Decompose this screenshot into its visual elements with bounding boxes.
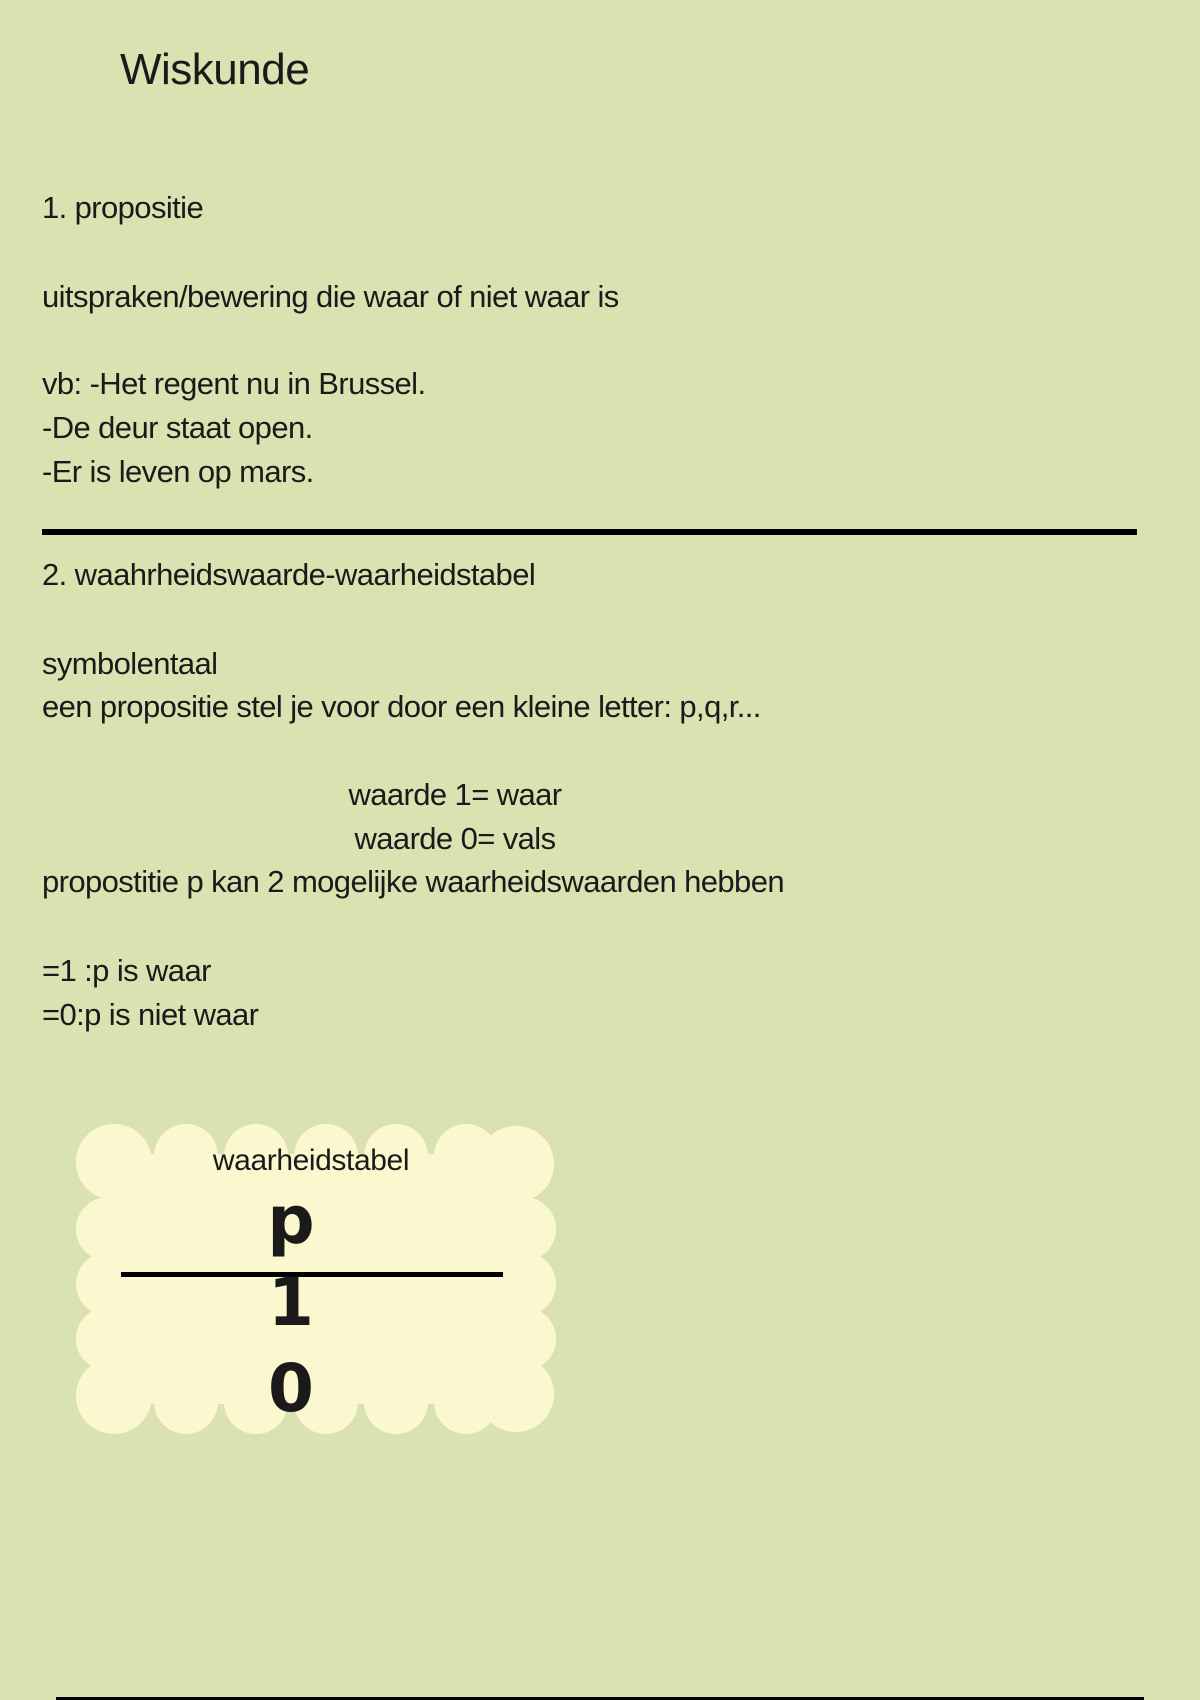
section1-definition: uitspraken/bewering die waar of niet waar is (42, 279, 619, 314)
case-line: =0:p is niet waar (42, 997, 259, 1032)
section2-description: een propositie stel je voor door een kleine letter: p,q,r... (42, 689, 761, 724)
example-line: -De deur staat open. (42, 410, 313, 445)
truth-table-card (76, 1124, 556, 1434)
example-line: vb: -Het regent nu in Brussel. (42, 366, 426, 401)
truth-table-cell: 1 (268, 1264, 314, 1341)
page-title: Wiskunde (120, 45, 310, 94)
section-divider (42, 529, 1137, 535)
section2-statement: propostitie p kan 2 mogelijke waarheidswaarden hebben (42, 864, 784, 899)
value-definition: waarde 0= vals (354, 821, 556, 856)
case-line: =1 :p is waar (42, 953, 211, 988)
example-line: -Er is leven op mars. (42, 454, 314, 489)
truth-table-caption: waarheidstabel (212, 1144, 410, 1177)
truth-table-header: p (267, 1182, 315, 1259)
section2-subheading: symbolentaal (42, 646, 218, 681)
section1-heading: 1. propositie (42, 190, 204, 225)
value-definition: waarde 1= waar (348, 777, 562, 812)
truth-table-cell: 0 (268, 1350, 314, 1427)
section2-heading: 2. waahrheidswaarde-waarheidstabel (42, 557, 536, 592)
